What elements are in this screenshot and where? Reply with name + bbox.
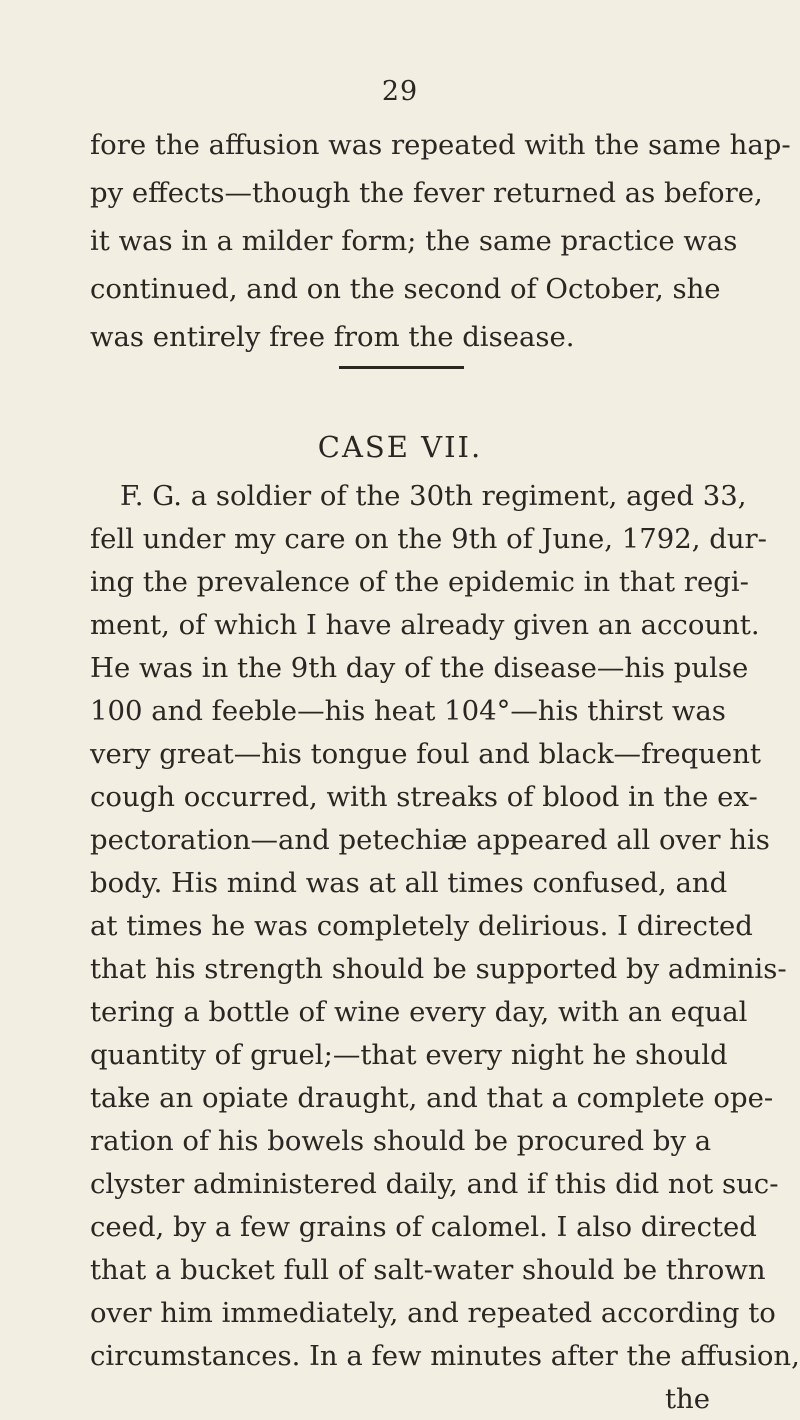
- text-line: He was in the 9th day of the disease—his pulse: [90, 652, 749, 684]
- text-line: circumstances. In a few minutes after the affusion,: [90, 1340, 800, 1372]
- page-number: 29: [381, 76, 419, 107]
- section-divider: [339, 366, 464, 369]
- text-line: fell under my care on the 9th of June, 1792, dur-: [90, 523, 767, 555]
- text-line: over him immediately, and repeated according to: [90, 1297, 776, 1329]
- text-line: F. G. a soldier of the 30th regiment, aged 33,: [120, 480, 747, 512]
- text-line: that a bucket full of salt-water should be thrown: [90, 1254, 766, 1286]
- text-line: 100 and feeble—his heat 104°—his thirst was: [90, 695, 726, 727]
- text-line: at times he was completely delirious. I directed: [90, 910, 753, 942]
- text-line: take an opiate draught, and that a complete ope-: [90, 1082, 774, 1114]
- catchword: the: [664, 1383, 710, 1415]
- text-line: very great—his tongue foul and black—frequent: [90, 738, 761, 770]
- text-line: that his strength should be supported by adminis-: [90, 953, 787, 985]
- text-line: pectoration—and petechiæ appeared all over his: [90, 824, 770, 856]
- text-line: was entirely free from the disease.: [90, 321, 575, 353]
- text-line: it was in a milder form; the same practice was: [90, 225, 738, 257]
- text-line: ing the prevalence of the epidemic in that regi-: [90, 566, 749, 598]
- text-line: tering a bottle of wine every day, with an equal: [90, 996, 748, 1028]
- text-line: body. His mind was at all times confused, and: [90, 867, 728, 899]
- text-line: ceed, by a few grains of calomel. I also directed: [90, 1211, 757, 1243]
- case-heading: CASE VII.: [317, 430, 483, 464]
- text-line: cough occurred, with streaks of blood in the ex-: [90, 781, 758, 813]
- text-line: fore the affusion was repeated with the same hap-: [90, 129, 791, 161]
- text-line: quantity of gruel;—that every night he should: [90, 1039, 728, 1071]
- text-line: continued, and on the second of October, she: [90, 273, 721, 305]
- text-line: ment, of which I have already given an account.: [90, 609, 760, 641]
- text-line: ration of his bowels should be procured by a: [90, 1125, 712, 1157]
- text-line: clyster administered daily, and if this did not suc-: [90, 1168, 779, 1200]
- text-line: py effects—though the fever returned as before,: [90, 177, 763, 209]
